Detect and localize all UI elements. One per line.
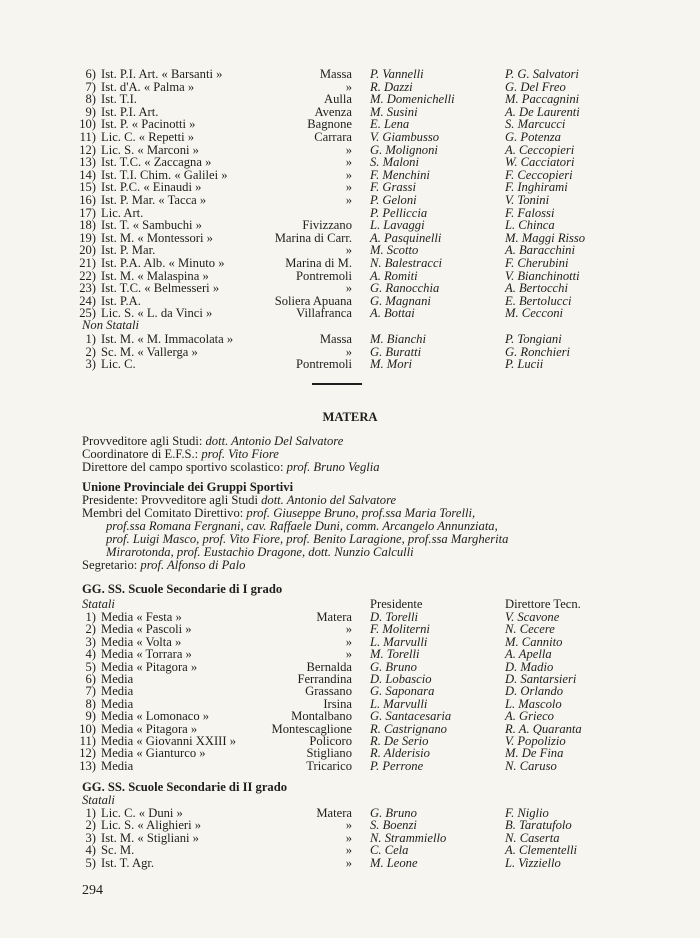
row-number: 1)	[85, 610, 96, 624]
provveditore-name: dott. Antonio Del Salvatore	[205, 434, 344, 448]
president-name: L. Marvulli	[370, 634, 428, 649]
row-number: 9)	[85, 104, 96, 119]
director-name: M. Maggi Risso	[505, 230, 586, 245]
membri-line-2: prof.ssa Romana Fergnani, cav. Raffaele Duni, comm. Arcangelo Annunziata,	[106, 519, 498, 533]
school-name: Lic. C. « Duni »	[101, 806, 183, 820]
segretario-line	[82, 559, 245, 572]
director-name: D. Santarsieri	[505, 672, 577, 686]
table-row	[0, 857, 700, 870]
president-name: A. Romiti	[370, 268, 418, 283]
school-name: Media « Pascoli »	[101, 622, 192, 637]
school-name: Ist. T.I.	[101, 92, 137, 107]
row-number: 11)	[79, 130, 96, 144]
town-name: Montalbano	[291, 709, 352, 724]
director-name: A. De Laurenti	[505, 104, 580, 119]
school-name: Media	[101, 758, 134, 773]
row-number: 7)	[85, 684, 96, 699]
direttore-name: prof. Bruno Veglia	[286, 460, 380, 474]
president-name: G. Saponara	[370, 684, 435, 699]
president-name: M. Mori	[370, 357, 412, 371]
row-number: 9)	[85, 709, 96, 724]
president-name: F. Menchini	[370, 167, 430, 182]
director-name: S. Marcucci	[505, 117, 566, 132]
director-name: M. Cecconi	[505, 306, 564, 321]
president-name: M. Scotto	[370, 243, 419, 258]
town-name: »	[345, 634, 352, 649]
school-name: Ist. P.I. Art.	[101, 104, 159, 119]
director-name: M. Paccagnini	[505, 92, 580, 107]
president-name: R. De Serio	[370, 734, 429, 748]
town-name: »	[345, 193, 352, 207]
row-number: 2)	[85, 818, 96, 833]
coordinatore-label: Coordinatore di E.F.S.:	[82, 447, 199, 461]
school-name: Ist. T.C. « Belmesseri »	[101, 281, 220, 296]
row-number: 3)	[85, 357, 96, 371]
town-name: Montescaglione	[271, 721, 352, 736]
director-name: A. Bertocchi	[505, 281, 568, 296]
presidente-name: dott. Antonio del Salvatore	[261, 493, 397, 507]
school-name: Media « Torrara »	[101, 647, 192, 662]
town-name: Matera	[316, 610, 352, 624]
school-name: Ist. P. Mar. « Tacca »	[101, 193, 207, 207]
direttore-label: Direttore del campo sportivo scolastico:	[82, 460, 284, 474]
direttore-line	[82, 461, 380, 474]
row-number: 18)	[79, 218, 96, 233]
membri-names-1: prof. Giuseppe Bruno, prof.ssa Maria Torelli,	[246, 506, 476, 520]
director-name: V. Tonini	[505, 193, 550, 207]
segretario-name: prof. Alfonso di Palo	[140, 558, 246, 572]
school-name: Media « Gianturco »	[101, 746, 206, 761]
row-number: 10)	[79, 117, 96, 132]
membri-line-4: Mirarotonda, prof. Eustachio Dragone, dott. Nunzio Calculli	[106, 545, 414, 559]
school-name: Ist. P. « Pacinotti »	[101, 117, 196, 132]
president-name: L. Marvulli	[370, 696, 428, 711]
school-name: Ist. T.I. Chim. « Galilei »	[101, 167, 228, 182]
row-number: 4)	[85, 843, 96, 858]
town-name: Matera	[316, 806, 352, 820]
school-name: Media « Festa »	[101, 610, 182, 624]
school-name: Lic. C.	[101, 357, 136, 371]
town-name: »	[345, 155, 352, 170]
row-number: 6)	[85, 67, 96, 81]
president-name: G. Buratti	[370, 344, 422, 359]
school-name: Ist. T.C. « Zaccagna »	[101, 155, 212, 170]
segretario-label: Segretario:	[82, 558, 138, 572]
row-number: 12)	[79, 746, 96, 761]
row-number: 6)	[85, 672, 96, 686]
president-name: M. Domenichelli	[370, 92, 455, 107]
president-name: F. Moliterni	[370, 622, 430, 637]
row-number: 12)	[79, 142, 96, 157]
director-name: F. Ceccopieri	[505, 167, 573, 182]
town-name: Avenza	[314, 104, 352, 119]
president-name: M. Torelli	[370, 647, 420, 662]
president-name: P. Pelliccia	[370, 205, 428, 220]
director-name: N. Caruso	[505, 758, 557, 773]
town-name: »	[345, 818, 352, 833]
membri-label: Membri del Comitato Direttivo:	[82, 506, 244, 520]
provveditore-label: Provveditore agli Studi:	[82, 434, 203, 448]
coordinatore-name: prof. Vito Fiore	[201, 447, 279, 461]
president-name: N. Balestracci	[370, 256, 443, 270]
town-name: Soliera Apuana	[274, 293, 352, 308]
row-number: 25)	[79, 306, 96, 321]
row-number: 21)	[79, 256, 96, 270]
membri-line-1	[82, 507, 475, 520]
town-name: Stigliano	[306, 746, 352, 761]
row-number: 14)	[79, 167, 96, 182]
director-name: V. Bianchinotti	[505, 268, 580, 283]
grado-i-heading: GG. SS. Scuole Secondarie di I grado	[82, 582, 283, 596]
president-name: R. Dazzi	[370, 79, 413, 94]
grado-i-statali: Statali	[82, 597, 115, 611]
school-name: Media « Pitagora »	[101, 659, 198, 674]
row-number: 23)	[79, 281, 96, 296]
town-name: »	[345, 855, 352, 870]
school-name: Ist. M. « Montessori »	[101, 230, 213, 245]
school-name: Lic. Art.	[101, 205, 144, 220]
president-name: L. Lavaggi	[370, 218, 425, 233]
town-name: Grassano	[305, 684, 352, 699]
row-number: 22)	[79, 268, 96, 283]
town-name: Marina di M.	[285, 256, 352, 270]
row-number: 13)	[79, 155, 96, 170]
row-number: 20)	[79, 243, 96, 258]
section-title-matera: MATERA	[322, 410, 378, 424]
town-name: Ferrandina	[297, 672, 352, 686]
school-name: Ist. M. « Malaspina »	[101, 268, 209, 283]
row-number: 11)	[79, 734, 96, 748]
row-number: 7)	[85, 79, 96, 94]
section-divider	[312, 383, 362, 385]
town-name: Villafranca	[296, 306, 352, 321]
row-number: 4)	[85, 647, 96, 662]
president-name: M. Bianchi	[370, 332, 426, 346]
director-name: A. Apella	[505, 647, 552, 662]
president-name: S. Boenzi	[370, 818, 417, 833]
town-name: Bernalda	[306, 659, 352, 674]
school-name: Ist. P.A. Alb. « Minuto »	[101, 256, 225, 270]
grado-ii-heading: GG. SS. Scuole Secondarie di II grado	[82, 780, 288, 794]
town-name: »	[345, 243, 352, 258]
president-name: G. Magnani	[370, 293, 431, 308]
president-name: G. Molignoni	[370, 142, 438, 157]
director-name: L. Chinca	[505, 218, 555, 233]
town-name: Irsina	[323, 696, 352, 711]
row-number: 16)	[79, 193, 96, 207]
town-name: Pontremoli	[296, 357, 352, 371]
school-name: Lic. S. « Marconi »	[101, 142, 199, 157]
town-name: »	[345, 622, 352, 637]
row-number: 8)	[85, 92, 96, 107]
director-name: B. Taratufolo	[505, 818, 572, 833]
president-name: G. Ranocchia	[370, 281, 440, 296]
town-name: Massa	[319, 332, 352, 346]
director-name: P. Lucii	[505, 357, 544, 371]
school-name: Ist. d'A. « Palma »	[101, 79, 195, 94]
school-name: Media	[101, 696, 134, 711]
school-name: Ist. T. Agr.	[101, 855, 155, 870]
coordinatore-line	[82, 448, 279, 461]
town-name: »	[345, 79, 352, 94]
director-name: M. De Fina	[505, 746, 564, 761]
page-number: 294	[82, 883, 103, 898]
director-name: W. Cacciatori	[505, 155, 575, 170]
director-name: A. Ceccopieri	[505, 142, 575, 157]
town-name: Pontremoli	[296, 268, 352, 283]
president-name: C. Cela	[370, 843, 409, 858]
director-name: G. Potenza	[505, 130, 561, 144]
grado-ii-statali: Statali	[82, 793, 115, 807]
director-name: R. A. Quaranta	[505, 721, 582, 736]
town-name: »	[345, 167, 352, 182]
school-name: Media « Giovanni XXIII »	[101, 734, 237, 748]
president-name: F. Grassi	[370, 180, 416, 195]
director-name: G. Ronchieri	[505, 344, 571, 359]
town-name: Fivizzano	[302, 218, 352, 233]
school-name: Media « Volta »	[101, 634, 182, 649]
president-name: G. Santacesaria	[370, 709, 452, 724]
school-name: Media « Lomonaco »	[101, 709, 210, 724]
director-name: L. Vizziello	[505, 855, 561, 870]
school-name: Media « Pitagora »	[101, 721, 198, 736]
director-name: F. Cherubini	[505, 256, 569, 270]
town-name: Carrara	[314, 130, 352, 144]
town-name: »	[345, 843, 352, 858]
row-number: 3)	[85, 830, 96, 845]
president-name: G. Bruno	[370, 806, 417, 820]
director-name: P. Tongiani	[505, 332, 562, 346]
town-name: Marina di Carr.	[274, 230, 352, 245]
row-number: 2)	[85, 622, 96, 637]
president-name: G. Bruno	[370, 659, 417, 674]
school-name: Lic. C. « Repetti »	[101, 130, 195, 144]
town-name: Massa	[319, 67, 352, 81]
director-name: A. Grieco	[505, 709, 554, 724]
provveditore-line	[82, 435, 343, 448]
row-number: 17)	[79, 205, 96, 220]
row-number: 8)	[85, 696, 96, 711]
table-row	[0, 358, 700, 371]
non-statali-heading: Non Statali	[82, 318, 140, 332]
school-name: Sc. M. « Vallerga »	[101, 344, 198, 359]
town-name: »	[345, 344, 352, 359]
director-name: A. Baracchini	[505, 243, 575, 258]
school-name: Ist. M. « M. Immacolata »	[101, 332, 234, 346]
school-name: Lic. S. « Alighieri »	[101, 818, 202, 833]
president-name: M. Susini	[370, 104, 418, 119]
row-number: 1)	[85, 806, 96, 820]
row-number: 13)	[79, 758, 96, 773]
row-number: 5)	[85, 659, 96, 674]
school-name: Sc. M.	[101, 843, 135, 858]
town-name: Aulla	[324, 92, 352, 107]
column-head-direttore: Direttore Tecn.	[505, 597, 581, 611]
table-row	[0, 760, 700, 773]
director-name: F. Niglio	[505, 806, 549, 820]
town-name: »	[345, 180, 352, 195]
town-name: »	[345, 647, 352, 662]
row-number: 3)	[85, 634, 96, 649]
school-name: Ist. P.C. « Einaudi »	[101, 180, 202, 195]
town-name: »	[345, 142, 352, 157]
president-name: A. Pasquinelli	[370, 230, 442, 245]
director-name: N. Cecere	[505, 622, 555, 637]
director-name: F. Falossi	[505, 205, 555, 220]
presidente-label: Presidente: Provveditore agli Studi	[82, 493, 258, 507]
director-name: A. Clementelli	[505, 843, 578, 858]
director-name: M. Cannito	[505, 634, 563, 649]
school-name: Lic. S. « L. da Vinci »	[101, 306, 213, 321]
president-name: M. Leone	[370, 855, 418, 870]
president-name: S. Maloni	[370, 155, 419, 170]
row-number: 2)	[85, 344, 96, 359]
school-name: Ist. P.A.	[101, 293, 141, 308]
director-name: G. Del Freo	[505, 79, 566, 94]
president-name: P. Perrone	[370, 758, 424, 773]
director-name: E. Bertolucci	[505, 293, 572, 308]
row-number: 19)	[79, 230, 96, 245]
school-name: Ist. P. Mar.	[101, 243, 156, 258]
director-name: L. Mascolo	[505, 696, 562, 711]
town-name: »	[345, 830, 352, 845]
unione-heading: Unione Provinciale dei Gruppi Sportivi	[82, 480, 294, 494]
town-name: Policoro	[309, 734, 352, 748]
director-name: P. G. Salvatori	[505, 67, 579, 81]
director-name: V. Scavone	[505, 610, 560, 624]
school-name: Media	[101, 684, 134, 699]
president-name: P. Geloni	[370, 193, 417, 207]
president-name: E. Lena	[370, 117, 410, 132]
row-number: 1)	[85, 332, 96, 346]
school-name: Ist. M. « Stigliani »	[101, 830, 199, 845]
president-name: V. Giambusso	[370, 130, 440, 144]
president-name: D. Lobascio	[370, 672, 432, 686]
director-name: N. Caserta	[505, 830, 560, 845]
director-name: D. Orlando	[505, 684, 564, 699]
town-name: Bagnone	[307, 117, 352, 132]
school-name: Ist. P.I. Art. « Barsanti »	[101, 67, 223, 81]
row-number: 10)	[79, 721, 96, 736]
president-name: P. Vannelli	[370, 67, 424, 81]
director-name: V. Popolizio	[505, 734, 566, 748]
membri-line-3: prof. Luigi Masco, prof. Vito Fiore, prof. Benito Laragione, prof.ssa Margherita	[106, 532, 509, 546]
row-number: 24)	[79, 293, 96, 308]
row-number: 15)	[79, 180, 96, 195]
president-name: R. Castrignano	[370, 721, 447, 736]
column-head-presidente: Presidente	[370, 597, 423, 611]
town-name: Tricarico	[306, 758, 352, 773]
president-name: A. Bottai	[370, 306, 415, 321]
town-name: »	[345, 281, 352, 296]
president-name: D. Torelli	[370, 610, 419, 624]
row-number: 5)	[85, 855, 96, 870]
director-name: D. Madio	[505, 659, 554, 674]
presidente-line	[82, 494, 396, 507]
school-name: Ist. T. « Sambuchi »	[101, 218, 202, 233]
president-name: R. Alderisio	[370, 746, 430, 761]
school-name: Media	[101, 672, 134, 686]
president-name: N. Strammiello	[370, 830, 447, 845]
director-name: F. Inghirami	[505, 180, 568, 195]
